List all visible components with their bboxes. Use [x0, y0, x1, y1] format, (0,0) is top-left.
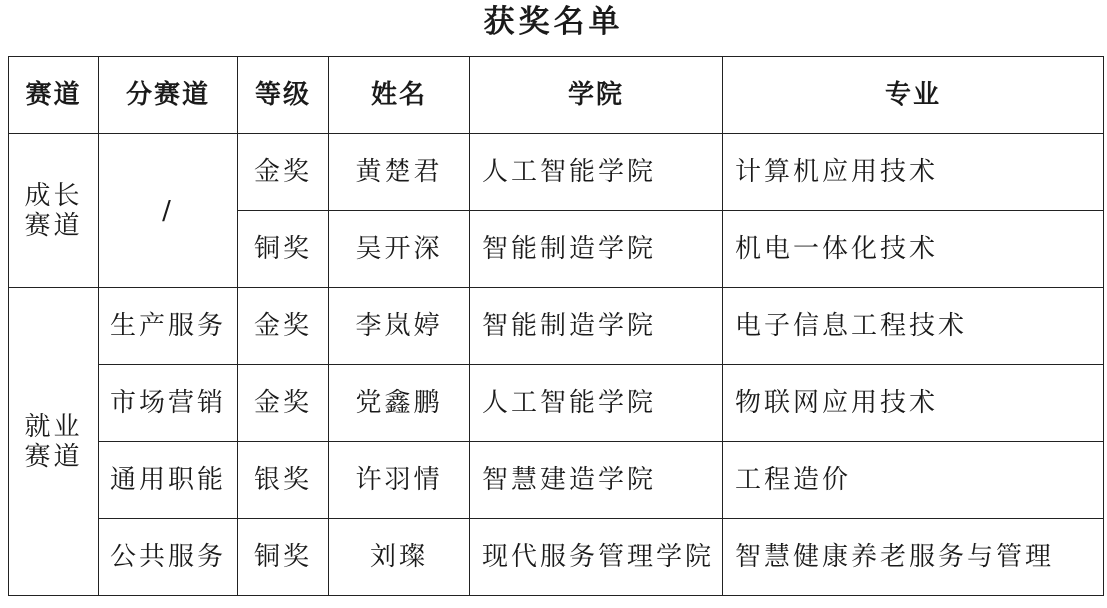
college-cell: 人工智能学院	[470, 365, 723, 442]
level-cell: 金奖	[238, 288, 329, 365]
table-row	[9, 442, 1104, 519]
name-cell: 党鑫鹏	[329, 365, 470, 442]
header-level: 等级	[238, 57, 329, 134]
major-cell: 计算机应用技术	[723, 134, 1104, 211]
level-cell: 铜奖	[238, 519, 329, 596]
award-table	[8, 56, 1104, 596]
header-name: 姓名	[329, 57, 470, 134]
level-cell: 金奖	[238, 134, 329, 211]
table-row	[9, 519, 1104, 596]
college-cell: 智能制造学院	[470, 288, 723, 365]
table-row	[9, 365, 1104, 442]
track-label-line2: 赛道	[24, 441, 83, 472]
major-cell: 工程造价	[723, 442, 1104, 519]
subtrack-cell: 市场营销	[99, 365, 238, 442]
major-cell: 物联网应用技术	[723, 365, 1104, 442]
header-track: 赛道	[9, 57, 99, 134]
major-cell: 智慧健康养老服务与管理	[723, 519, 1104, 596]
page-title: 获奖名单	[483, 4, 624, 40]
name-cell: 刘璨	[329, 519, 470, 596]
level-cell: 金奖	[238, 365, 329, 442]
track-label-line1: 就业	[24, 411, 83, 442]
table-row	[9, 134, 1104, 211]
name-cell: 吴开深	[329, 211, 470, 288]
major-cell: 机电一体化技术	[723, 211, 1104, 288]
table-row	[9, 288, 1104, 365]
college-cell: 智慧建造学院	[470, 442, 723, 519]
college-cell: 智能制造学院	[470, 211, 723, 288]
track-cell-employment	[9, 288, 99, 596]
subtrack-cell: 通用职能	[99, 442, 238, 519]
track-label-line1: 成长	[24, 180, 83, 211]
major-cell: 电子信息工程技术	[723, 288, 1104, 365]
name-cell: 李岚婷	[329, 288, 470, 365]
table-header-row	[9, 57, 1104, 134]
subtrack-cell: /	[99, 134, 238, 288]
track-cell-growth	[9, 134, 99, 288]
subtrack-cell: 公共服务	[99, 519, 238, 596]
subtrack-cell: 生产服务	[99, 288, 238, 365]
level-cell: 铜奖	[238, 211, 329, 288]
level-cell: 银奖	[238, 442, 329, 519]
header-major: 专业	[723, 57, 1104, 134]
college-cell: 人工智能学院	[470, 134, 723, 211]
college-cell: 现代服务管理学院	[470, 519, 723, 596]
name-cell: 许羽情	[329, 442, 470, 519]
header-college: 学院	[470, 57, 723, 134]
track-label-line2: 赛道	[24, 210, 83, 241]
name-cell: 黄楚君	[329, 134, 470, 211]
header-subtrack: 分赛道	[99, 57, 238, 134]
